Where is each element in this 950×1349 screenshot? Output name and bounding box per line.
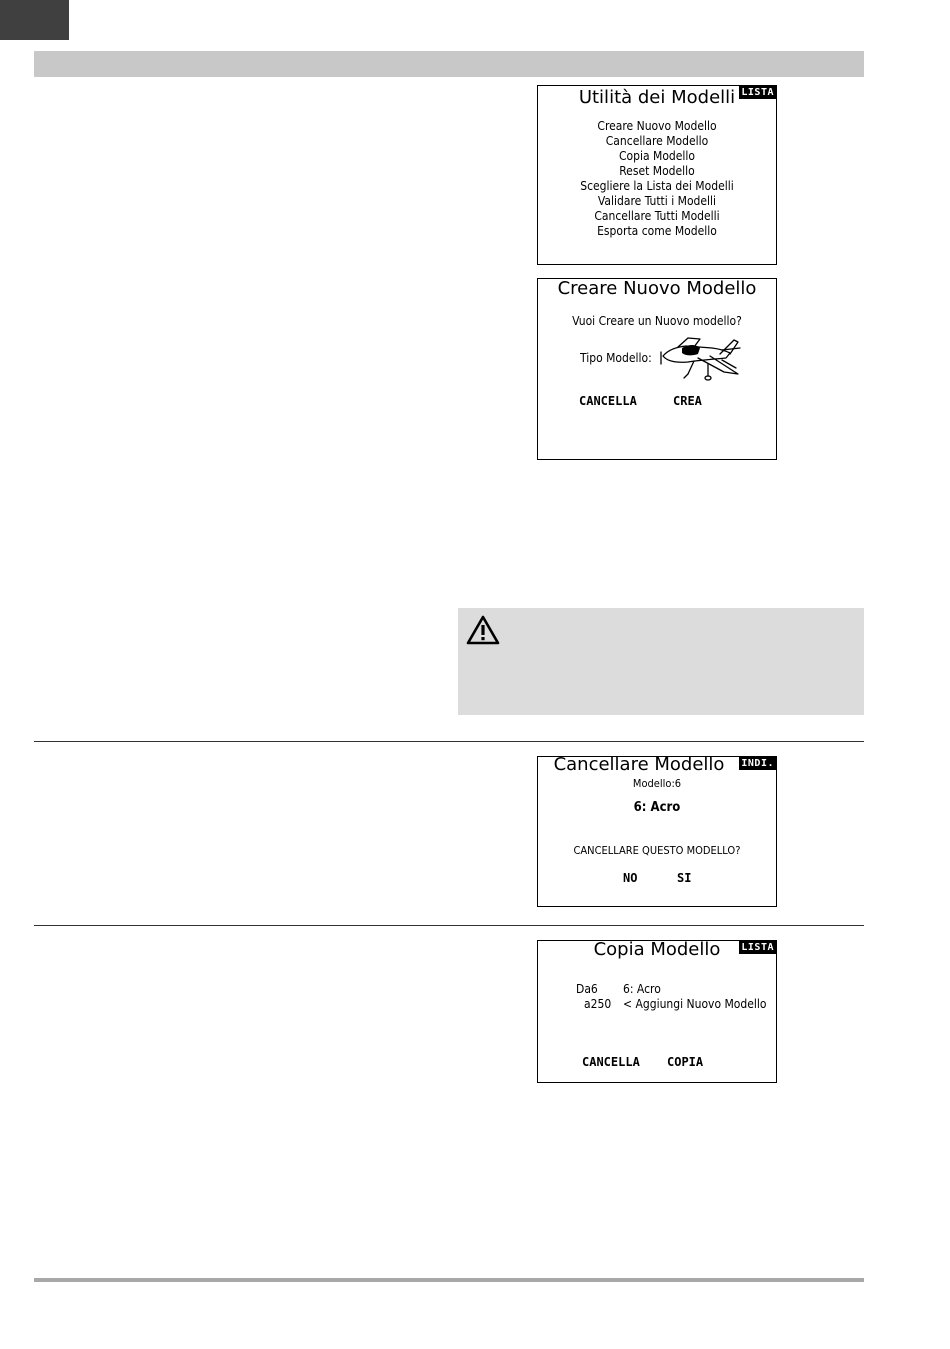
model-utilities-screen [537,85,777,265]
section-divider [34,925,864,926]
menu-item-export-as-model[interactable]: Esporta come Modello [597,224,717,238]
screen-title: Utilità dei Modelli [578,87,736,108]
menu-item-delete-all-models[interactable]: Cancellare Tutti Modelli [594,209,720,223]
menu-item-validate-all-models[interactable]: Validare Tutti i Modelli [597,194,717,208]
section-divider [34,741,864,742]
copy-to-label: a250 [584,997,612,1011]
model-utilities-menu [538,119,776,239]
section-header-bar [34,51,864,77]
page-corner-tab [0,0,69,40]
list-badge[interactable]: LISTA [741,942,774,953]
delete-model-screen [537,756,777,907]
no-button[interactable]: NO [623,871,638,885]
warning-triangle-icon [466,614,500,646]
screen-title: Creare Nuovo Modello [557,278,757,299]
screen-title: Cancellare Modello [553,754,725,775]
create-question: Vuoi Creare un Nuovo modello? [572,314,742,328]
model-name: 6: Acro [633,800,681,815]
menu-item-delete-model[interactable]: Cancellare Modello [605,134,709,148]
cancel-button[interactable]: CANCELLA [579,394,637,408]
copy-button[interactable]: COPIA [667,1055,704,1069]
model-type-label: Tipo Modello: [580,351,652,365]
airplane-icon[interactable] [660,334,742,382]
list-badge[interactable]: LISTA [741,87,774,98]
model-number: Modello:6 [632,777,682,790]
footer-rule [34,1278,864,1282]
create-button[interactable]: CREA [673,394,702,408]
yes-button[interactable]: SI [677,871,692,885]
copy-to-value[interactable]: < Aggiungi Nuovo Modello [623,997,767,1011]
warning-callout [458,608,864,715]
cancel-button[interactable]: CANCELLA [582,1055,640,1069]
copy-from-value[interactable]: 6: Acro [623,982,661,996]
menu-item-choose-model-list[interactable]: Scegliere la Lista dei Modelli [580,179,734,193]
create-model-screen [537,278,777,460]
menu-item-reset-model[interactable]: Reset Modello [619,164,695,178]
menu-item-create-model[interactable]: Creare Nuovo Modello [597,119,717,133]
back-badge[interactable]: INDI. [741,758,774,769]
copy-model-screen [537,940,777,1083]
screen-title: Copia Modello [593,939,721,960]
copy-from-label: Da6 [576,982,598,996]
menu-item-copy-model[interactable]: Copia Modello [618,149,696,163]
delete-question: CANCELLARE QUESTO MODELLO? [573,844,741,857]
